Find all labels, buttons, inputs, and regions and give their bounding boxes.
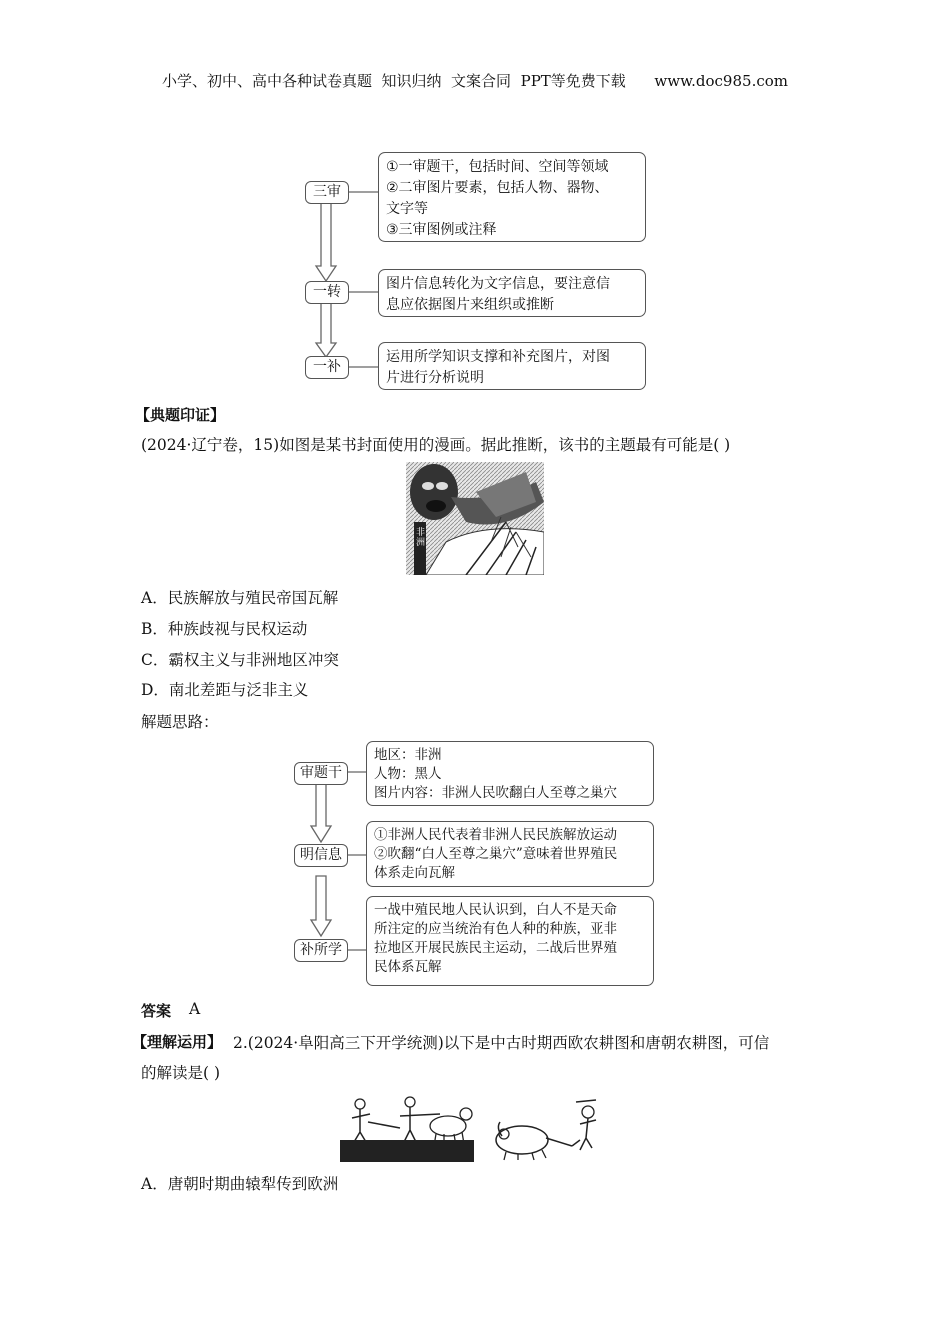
box-line: 图片内容：非洲人民吹翻白人至尊之巢穴 — [374, 785, 617, 801]
box-line: ②吹翻“白人至尊之巢穴”意味着世界殖民 — [374, 846, 618, 862]
ox-plowing-illustration — [492, 1098, 610, 1162]
cartoon-illustration — [406, 462, 544, 575]
question2-stem-line2: 的解读是( ) — [141, 1064, 221, 1082]
option-c: C．霸权主义与非洲地区冲突 — [141, 651, 339, 669]
box-line: 体系走向瓦解 — [374, 865, 455, 881]
box-line: 一战中殖民地人民认识到，白人不是天命 — [374, 902, 617, 918]
diagram1-tag-sanshen: 三审 — [305, 181, 349, 204]
box-line: ①一审题干，包括时间、空间等领域 — [386, 159, 609, 175]
answer-label: 答案 — [141, 1002, 172, 1020]
box-line: 民体系瓦解 — [374, 959, 442, 975]
diagram2-tag-shentigan: 审题干 — [294, 762, 348, 785]
plowing-illustration — [340, 1092, 474, 1162]
diagram2-tag-busuoxue: 补所学 — [294, 939, 348, 962]
diagram2-box-mingxinxi — [366, 821, 654, 887]
tang-farming-image — [492, 1098, 610, 1162]
box-line: 拉地区开展民族民主运动，二战后世界殖 — [374, 940, 617, 956]
box-line: ①非洲人民代表着非洲人民民族解放运动 — [374, 827, 617, 843]
cartoon-label: 非洲 — [416, 528, 426, 548]
box-line: 地区：非洲 — [374, 747, 442, 763]
answer-value: A — [189, 1000, 201, 1018]
box-line: ③三审图例或注释 — [386, 222, 497, 238]
down-arrow-icon — [311, 784, 331, 842]
diagram2-box-shentigan — [366, 741, 654, 806]
page-header: 小学、初中、高中各种试卷真题 知识归纳 文案合同 PPT等免费下载 www.doc985.com — [161, 72, 788, 90]
box-line: 息应依据图片来组织或推断 — [386, 297, 554, 313]
box-line: 文字等 — [386, 201, 428, 217]
box-line: 图片信息转化为文字信息，要注意信 — [386, 276, 610, 292]
question1-stem: (2024·辽宁卷，15)如图是某书封面使用的漫画。据此推断，该书的主题最有可能是( ) — [141, 436, 731, 454]
option-b: B．种族歧视与民权运动 — [141, 620, 308, 638]
diagram1-box-yibu — [378, 342, 646, 390]
question2-option-a: A．唐朝时期曲辕犁传到欧洲 — [141, 1175, 339, 1193]
box-line: ②二审图片要素，包括人物、器物、 — [386, 180, 609, 196]
box-line: 片进行分析说明 — [386, 370, 484, 386]
diagram1-tag-yizhuan: 一转 — [305, 281, 349, 304]
analysis-label: 解题思路： — [141, 713, 219, 731]
question2-tag: 【理解运用】 — [132, 1033, 223, 1051]
question2-stem-line1: 2.(2024·阜阳高三下开学统测)以下是中古时期西欧农耕图和唐朝农耕图，可信 — [233, 1034, 770, 1052]
down-arrow-icon — [316, 303, 336, 357]
box-line: 人物：黑人 — [374, 766, 442, 782]
diagram1-box-yizhuan — [378, 269, 646, 317]
box-line: 运用所学知识支撑和补充图片，对图 — [386, 349, 610, 365]
option-d: D．南北差距与泛非主义 — [141, 681, 309, 699]
option-a: A．民族解放与殖民帝国瓦解 — [141, 589, 339, 607]
diagram1-tag-yibu: 一补 — [305, 356, 349, 379]
down-arrow-icon — [316, 202, 336, 281]
diagram2-tag-mingxinxi: 明信息 — [294, 844, 348, 867]
box-line: 所注定的应当统治有色人种的种族，亚非 — [374, 921, 617, 937]
western-europe-farming-image — [340, 1092, 474, 1162]
diagram1-box-sanshen — [378, 152, 646, 242]
diagram2-box-busuoxue — [366, 896, 654, 986]
down-arrow-icon — [311, 876, 331, 936]
section-title: 【典题印证】 — [135, 406, 226, 424]
cartoon-image — [406, 462, 544, 575]
